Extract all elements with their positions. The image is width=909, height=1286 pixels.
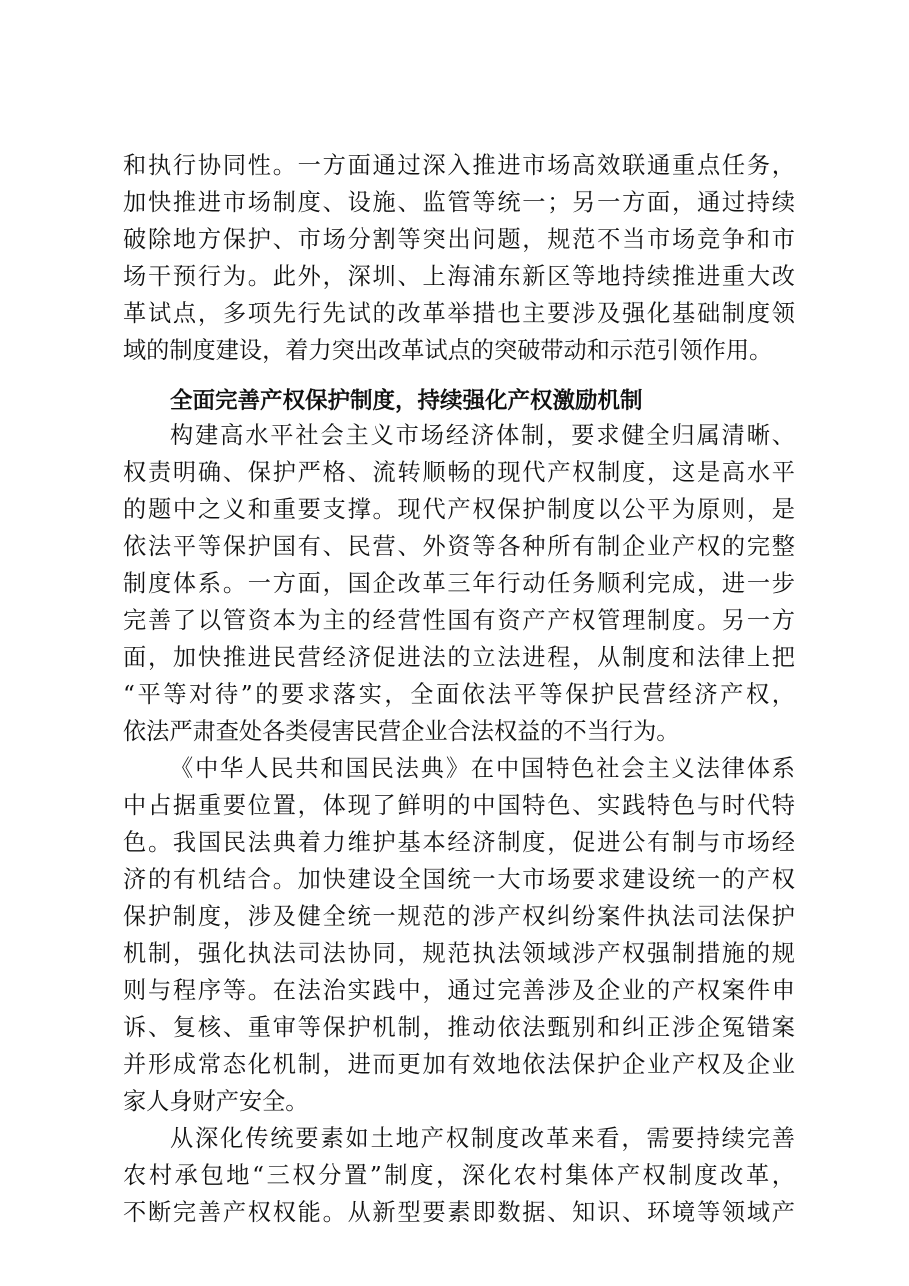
text-line: 不断完善产权权能。从新型要素即数据、知识、环境等领域产 bbox=[123, 1199, 795, 1226]
text-line: “平等对待”的要求落实，全面依法平等保护民营经济产权， bbox=[123, 681, 795, 708]
text-line: 从深化传统要素如土地产权制度改革来看，需要持续完善 bbox=[170, 1125, 795, 1152]
text-line: 则与程序等。在法治实践中，通过完善涉及企业的产权案件申 bbox=[123, 977, 795, 1004]
text-line: 破除地方保护、市场分割等突出问题，规范不当市场竞争和市 bbox=[123, 226, 795, 253]
text-line: 依法严肃查处各类侵害民营企业合法权益的不当行为。 bbox=[123, 718, 680, 745]
text-line: 家人身财产安全。 bbox=[123, 1088, 309, 1115]
text-line: 权责明确、保护严格、流转顺畅的现代产权制度，这是高水平 bbox=[123, 459, 795, 486]
text-line: 机制，强化执法司法协同，规范执法领域涉产权强制措施的规 bbox=[123, 940, 795, 967]
text-line: 色。我国民法典着力维护基本经济制度，促进公有制与市场经 bbox=[123, 829, 795, 856]
text-line: 济的有机结合。加快建设全国统一大市场要求建设统一的产权 bbox=[123, 866, 795, 893]
text-line: 中占据重要位置，体现了鲜明的中国特色、实践特色与时代特 bbox=[123, 792, 795, 819]
text-line: 《中华人民共和国民法典》在中国特色社会主义法律体系 bbox=[170, 755, 795, 782]
text-line: 完善了以管资本为主的经营性国有资产产权管理制度。另一方 bbox=[123, 607, 795, 634]
text-line: 农村承包地“三权分置”制度，深化农村集体产权制度改革， bbox=[123, 1162, 795, 1189]
text-line: 制度体系。一方面，国企改革三年行动任务顺利完成，进一步 bbox=[123, 570, 795, 597]
text-line: 面，加快推进民营经济促进法的立法进程，从制度和法律上把 bbox=[123, 644, 795, 671]
text-line: 的题中之义和重要支撑。现代产权保护制度以公平为原则，是 bbox=[123, 496, 795, 523]
text-line: 域的制度建设，着力突出改革试点的突破带动和示范引领作用。 bbox=[123, 337, 773, 364]
text-line: 革试点，多项先行先试的改革举措也主要涉及强化基础制度领 bbox=[123, 300, 795, 327]
text-line: 保护制度，涉及健全统一规范的涉产权纠纷案件执法司法保护 bbox=[123, 903, 795, 930]
text-line: 依法平等保护国有、民营、外资等各种所有制企业产权的完整 bbox=[123, 533, 795, 560]
text-line: 和执行协同性。一方面通过深入推进市场高效联通重点任务， bbox=[123, 152, 795, 179]
text-line: 构建高水平社会主义市场经济体制，要求健全归属清晰、 bbox=[170, 422, 795, 449]
text-line: 并形成常态化机制，进而更加有效地依法保护企业产权及企业 bbox=[123, 1051, 795, 1078]
section-heading: 全面完善产权保护制度，持续强化产权激励机制 bbox=[170, 388, 643, 414]
text-line: 加快推进市场制度、设施、监管等统一；另一方面，通过持续 bbox=[123, 189, 795, 216]
text-line: 场干预行为。此外，深圳、上海浦东新区等地持续推进重大改 bbox=[123, 263, 795, 290]
text-line: 诉、复核、重审等保护机制，推动依法甄别和纠正涉企冤错案 bbox=[123, 1014, 795, 1041]
